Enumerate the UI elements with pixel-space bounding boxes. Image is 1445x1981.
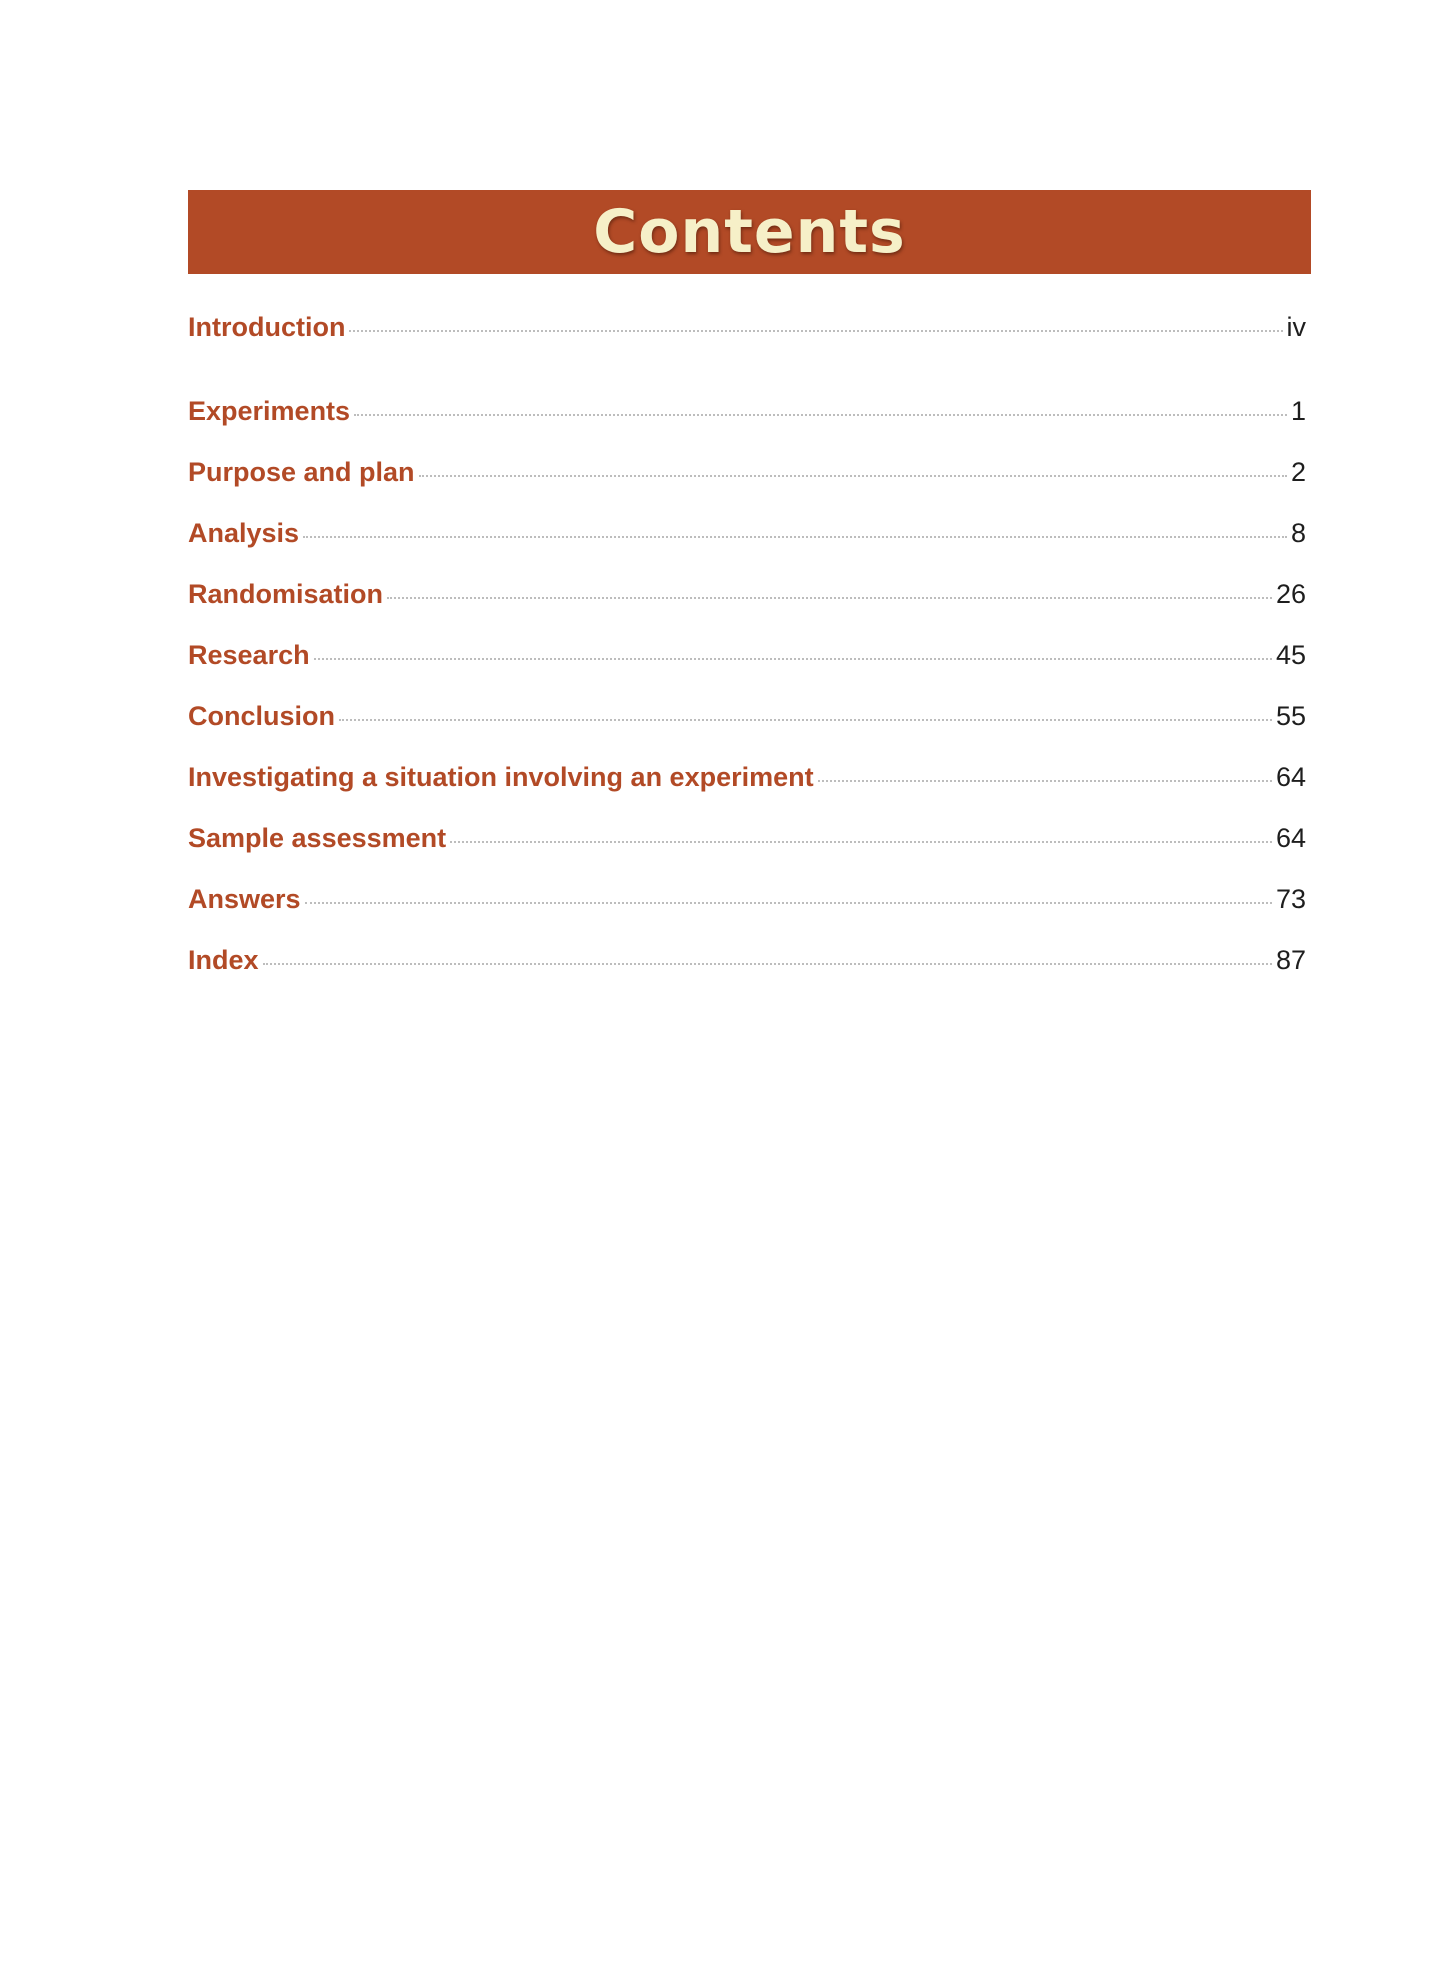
toc-entry-sample-assessment[interactable] bbox=[188, 823, 1306, 884]
toc-entry-label: Introduction bbox=[188, 312, 346, 342]
toc-entry-page: 64 bbox=[1275, 762, 1306, 792]
toc-entry-label: Analysis bbox=[188, 518, 300, 548]
toc-entry-conclusion[interactable] bbox=[188, 701, 1306, 762]
toc-entry-label: Conclusion bbox=[188, 701, 335, 731]
toc-entry-page: 1 bbox=[1290, 396, 1306, 426]
toc-entry-label: Experiments bbox=[188, 396, 351, 426]
toc-entry-label: Randomisation bbox=[188, 579, 384, 609]
dot-leader bbox=[303, 536, 1287, 538]
toc-entry-label: Index bbox=[188, 945, 259, 975]
dot-leader bbox=[339, 719, 1272, 721]
toc-entry-research[interactable] bbox=[188, 640, 1306, 701]
toc-entry-page: 26 bbox=[1275, 579, 1306, 609]
toc-entry-index[interactable] bbox=[188, 945, 1306, 1006]
toc-entry-label: Sample assessment bbox=[188, 823, 447, 853]
dot-leader bbox=[314, 658, 1272, 660]
toc-entry-page: 8 bbox=[1290, 518, 1306, 548]
toc-entry-label: Answers bbox=[188, 884, 301, 914]
dot-leader bbox=[387, 597, 1272, 599]
toc-entry-page: 45 bbox=[1275, 640, 1306, 670]
dot-leader bbox=[419, 475, 1287, 477]
dot-leader bbox=[818, 780, 1272, 782]
toc-entry-page: 64 bbox=[1275, 823, 1306, 853]
table-of-contents bbox=[188, 312, 1306, 1006]
toc-entry-label: Purpose and plan bbox=[188, 457, 415, 487]
dot-leader bbox=[305, 902, 1272, 904]
dot-leader bbox=[349, 330, 1282, 332]
title-banner bbox=[188, 190, 1311, 274]
toc-entry-analysis[interactable] bbox=[188, 518, 1306, 579]
toc-entry-page: 2 bbox=[1290, 457, 1306, 487]
toc-entry-purpose-and-plan[interactable] bbox=[188, 457, 1306, 518]
dot-leader bbox=[450, 841, 1272, 843]
toc-entry-page: 73 bbox=[1275, 884, 1306, 914]
toc-entry-page: iv bbox=[1286, 312, 1306, 342]
toc-entry-label: Research bbox=[188, 640, 310, 670]
toc-entry-answers[interactable] bbox=[188, 884, 1306, 945]
dot-leader bbox=[263, 963, 1272, 965]
toc-entry-introduction[interactable] bbox=[188, 312, 1306, 396]
toc-entry-experiments[interactable] bbox=[188, 396, 1306, 457]
toc-entry-investigating[interactable] bbox=[188, 762, 1306, 823]
toc-entry-label: Investigating a situation involving an experiment bbox=[188, 762, 814, 792]
page-title: Contents bbox=[593, 197, 906, 267]
dot-leader bbox=[354, 414, 1287, 416]
toc-entry-page: 55 bbox=[1275, 701, 1306, 731]
toc-entry-randomisation[interactable] bbox=[188, 579, 1306, 640]
toc-entry-page: 87 bbox=[1275, 945, 1306, 975]
